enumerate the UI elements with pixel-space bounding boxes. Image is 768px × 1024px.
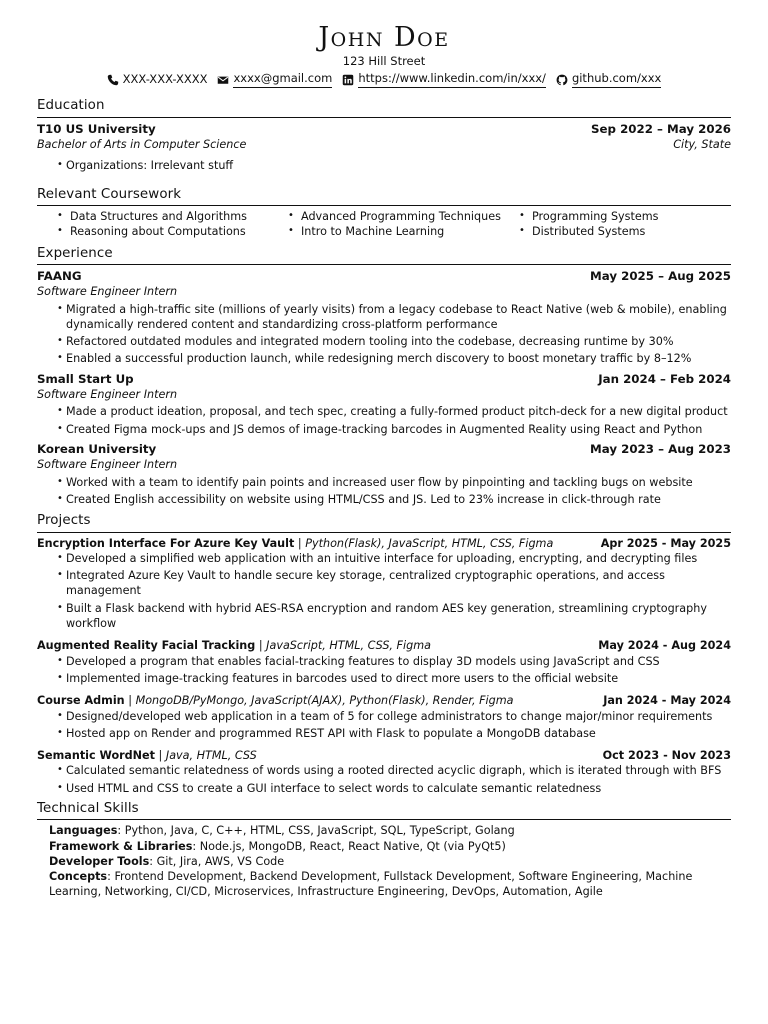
skills-list — [49, 823, 731, 899]
skill-value: Frontend Development, Backend Development, Fullstack Development, Software Engineering, Machine Learning, Networking, CI/CD, Microservices, Infrastructure Engineering, DevOps, Automation, Agile — [49, 870, 693, 899]
experience-section — [37, 245, 731, 508]
skill-value: Node.js, MongoDB, React, React Native, Qt (via PyQt5) — [199, 839, 506, 853]
envelope-icon — [217, 74, 229, 86]
entry-dates: Apr 2025 - May 2025 — [600, 536, 731, 550]
education-entry — [37, 121, 731, 174]
company-name: FAANG — [37, 269, 82, 284]
github-icon — [556, 74, 568, 86]
bullet-item: • Developed a program that enables facial-tracking features to display 3D models using JavaScript and CSS — [57, 654, 731, 669]
bullet-list — [57, 551, 731, 631]
coursework-section — [37, 186, 731, 240]
experience-entry — [37, 441, 731, 507]
course-item: • Reasoning about Computations — [57, 224, 288, 239]
project-entry — [37, 638, 731, 686]
separator: | — [297, 536, 302, 550]
section-title: Education — [37, 97, 731, 118]
bullet-item: • Used HTML and CSS to create a GUI interface to select words to calculate semantic relatedness — [57, 781, 731, 796]
phone-icon — [107, 74, 119, 86]
bullet-item: • Hosted app on Render and programmed REST API with Flask to populate a MongoDB database — [57, 726, 731, 741]
bullet-item: • Enabled a successful production launch, while redesigning merch discovery to boost monetary traffic by 8–12% — [57, 351, 731, 366]
project-name: Encryption Interface For Azure Key Vault — [37, 536, 295, 550]
job-role: Software Engineer Intern — [37, 387, 178, 401]
linkedin-icon — [342, 74, 354, 86]
skill-label: Languages — [49, 824, 118, 838]
skill-label: Framework & Libraries — [49, 839, 193, 853]
course-item: • Programming Systems — [519, 209, 719, 224]
skill-row: Languages: Python, Java, C, C++, HTML, CSS, JavaScript, SQL, TypeScript, Golang — [49, 824, 515, 838]
entry-dates: May 2023 – Aug 2023 — [590, 441, 731, 456]
project-name: Course Admin — [37, 694, 125, 708]
skill-row: Developer Tools: Git, Jira, AWS, VS Code — [49, 854, 285, 868]
section-title: Relevant Coursework — [37, 186, 731, 207]
skill-value: Git, Jira, AWS, VS Code — [156, 854, 285, 868]
bullet-list — [57, 763, 731, 795]
resume-name: John Doe — [318, 22, 450, 53]
course-item: • Advanced Programming Techniques — [288, 209, 519, 224]
contact-bar — [37, 71, 731, 88]
bullet-item: • Calculated semantic relatedness of words using a rooted directed acyclic digraph, which is iterated through with BFS — [57, 763, 731, 778]
company-name: Korean University — [37, 441, 157, 456]
company-name: Small Start Up — [37, 371, 134, 386]
email-contact[interactable] — [217, 71, 332, 88]
skill-label: Developer Tools — [49, 854, 150, 868]
bullet-item: • Created Figma mock-ups and JS demos of image-tracking barcodes in Augmented Reality using React and Python — [57, 422, 731, 437]
section-title: Experience — [37, 245, 731, 266]
bullet-item: • Refactored outdated modules and integrated modern tooling into the codebase, decreasing runtime by 30% — [57, 334, 731, 349]
bullet-item: • Worked with a team to identify pain points and increased user flow by pinpointing and tackling bugs on website — [57, 475, 731, 490]
linkedin-link[interactable]: https://www.linkedin.com/in/xxx/ — [358, 71, 546, 88]
entry-dates: May 2024 - Aug 2024 — [598, 639, 731, 653]
school-name: T10 US University — [37, 121, 156, 136]
entry-dates: Sep 2022 – May 2026 — [591, 121, 731, 136]
bullet-item: • Migrated a high-traffic site (millions of yearly visits) from a legacy codebase to React Native (web & mobile), enabling dynamically rendered content and standardizing cross-platform performance — [57, 302, 731, 332]
linkedin-contact[interactable] — [342, 71, 546, 88]
course-item: • Distributed Systems — [519, 224, 719, 239]
section-title: Technical Skills — [37, 800, 731, 821]
skills-section — [37, 800, 731, 900]
bullet-list — [57, 654, 731, 686]
skill-label: Concepts — [49, 870, 108, 884]
bullet-item: • Made a product ideation, proposal, and tech spec, creating a fully-formed product pitch-deck for a new digital product — [57, 404, 731, 419]
course-grid — [57, 209, 731, 239]
github-contact[interactable] — [556, 71, 661, 88]
course-item: • Intro to Machine Learning — [288, 224, 519, 239]
skill-row: Framework & Libraries: Node.js, MongoDB, React, React Native, Qt (via PyQt5) — [49, 839, 506, 853]
project-tech: MongoDB/PyMongo, JavaScript(AJAX), Python(Flask), Render, Figma — [135, 694, 514, 708]
section-title: Projects — [37, 512, 731, 533]
bullet-list — [57, 158, 731, 173]
project-entry — [37, 748, 731, 796]
project-tech: Java, HTML, CSS — [165, 749, 257, 763]
project-tech: JavaScript, HTML, CSS, Figma — [266, 639, 431, 653]
bullet-list — [57, 302, 731, 367]
email-link[interactable]: xxxx@gmail.com — [233, 71, 332, 88]
project-name: Augmented Reality Facial Tracking — [37, 639, 256, 653]
bullet-item: • Developed a simplified web application with an intuitive interface for uploading, encrypting, and decrypting files — [57, 551, 731, 566]
projects-section — [37, 512, 731, 796]
phone-number: XXX-XXX-XXXX — [122, 71, 208, 86]
project-entry — [37, 693, 731, 741]
separator: | — [258, 639, 263, 653]
skill-row: Concepts: Frontend Development, Backend Development, Fullstack Development, Software Engineering, Machine Learning, Networking, CI/CD, Microservices, Infrastructure Engineering, DevOps, Automation, Agile — [49, 870, 693, 899]
location: City, State — [673, 137, 731, 151]
skill-value: Python, Java, C, C++, HTML, CSS, JavaScript, SQL, TypeScript, Golang — [124, 824, 515, 838]
bullet-list — [57, 404, 731, 436]
degree: Bachelor of Arts in Computer Science — [37, 137, 247, 151]
entry-dates: May 2025 – Aug 2025 — [590, 269, 731, 284]
bullet-list — [57, 709, 731, 741]
bullet-item: • Built a Flask backend with hybrid AES-RSA encryption and random AES key generation, streamlining cryptography workflow — [57, 601, 731, 631]
project-name: Semantic WordNet — [37, 749, 155, 763]
experience-entry — [37, 371, 731, 437]
bullet-item: • Designed/developed web application in a team of 5 for college administrators to change major/minor requirements — [57, 709, 731, 724]
address: 123 Hill Street — [342, 54, 426, 69]
separator: | — [128, 694, 132, 708]
project-entry — [37, 536, 731, 632]
entry-dates: Oct 2023 - Nov 2023 — [602, 749, 731, 763]
course-item: • Data Structures and Algorithms — [57, 209, 288, 224]
project-tech: Python(Flask), JavaScript, HTML, CSS, Figma — [305, 536, 554, 550]
bullet-item: • Integrated Azure Key Vault to handle secure key storage, centralized cryptographic operations, and access management — [57, 568, 731, 598]
separator: | — [158, 749, 163, 763]
phone-contact — [107, 72, 208, 88]
job-role: Software Engineer Intern — [37, 285, 178, 299]
bullet-item: • Created English accessibility on website using HTML/CSS and JS. Led to 23% increase in click-through rate — [57, 492, 731, 507]
bullet-list — [57, 475, 731, 507]
job-role: Software Engineer Intern — [37, 458, 178, 472]
entry-dates: Jan 2024 – Feb 2024 — [598, 371, 731, 386]
bullet-item: • Organizations: Irrelevant stuff — [57, 158, 731, 173]
entry-dates: Jan 2024 - May 2024 — [603, 694, 731, 708]
github-link[interactable]: github.com/xxx — [572, 71, 661, 88]
education-section — [37, 97, 731, 173]
bullet-item: • Implemented image-tracking features in barcodes used to direct more users to the official website — [57, 671, 731, 686]
experience-entry — [37, 268, 731, 367]
